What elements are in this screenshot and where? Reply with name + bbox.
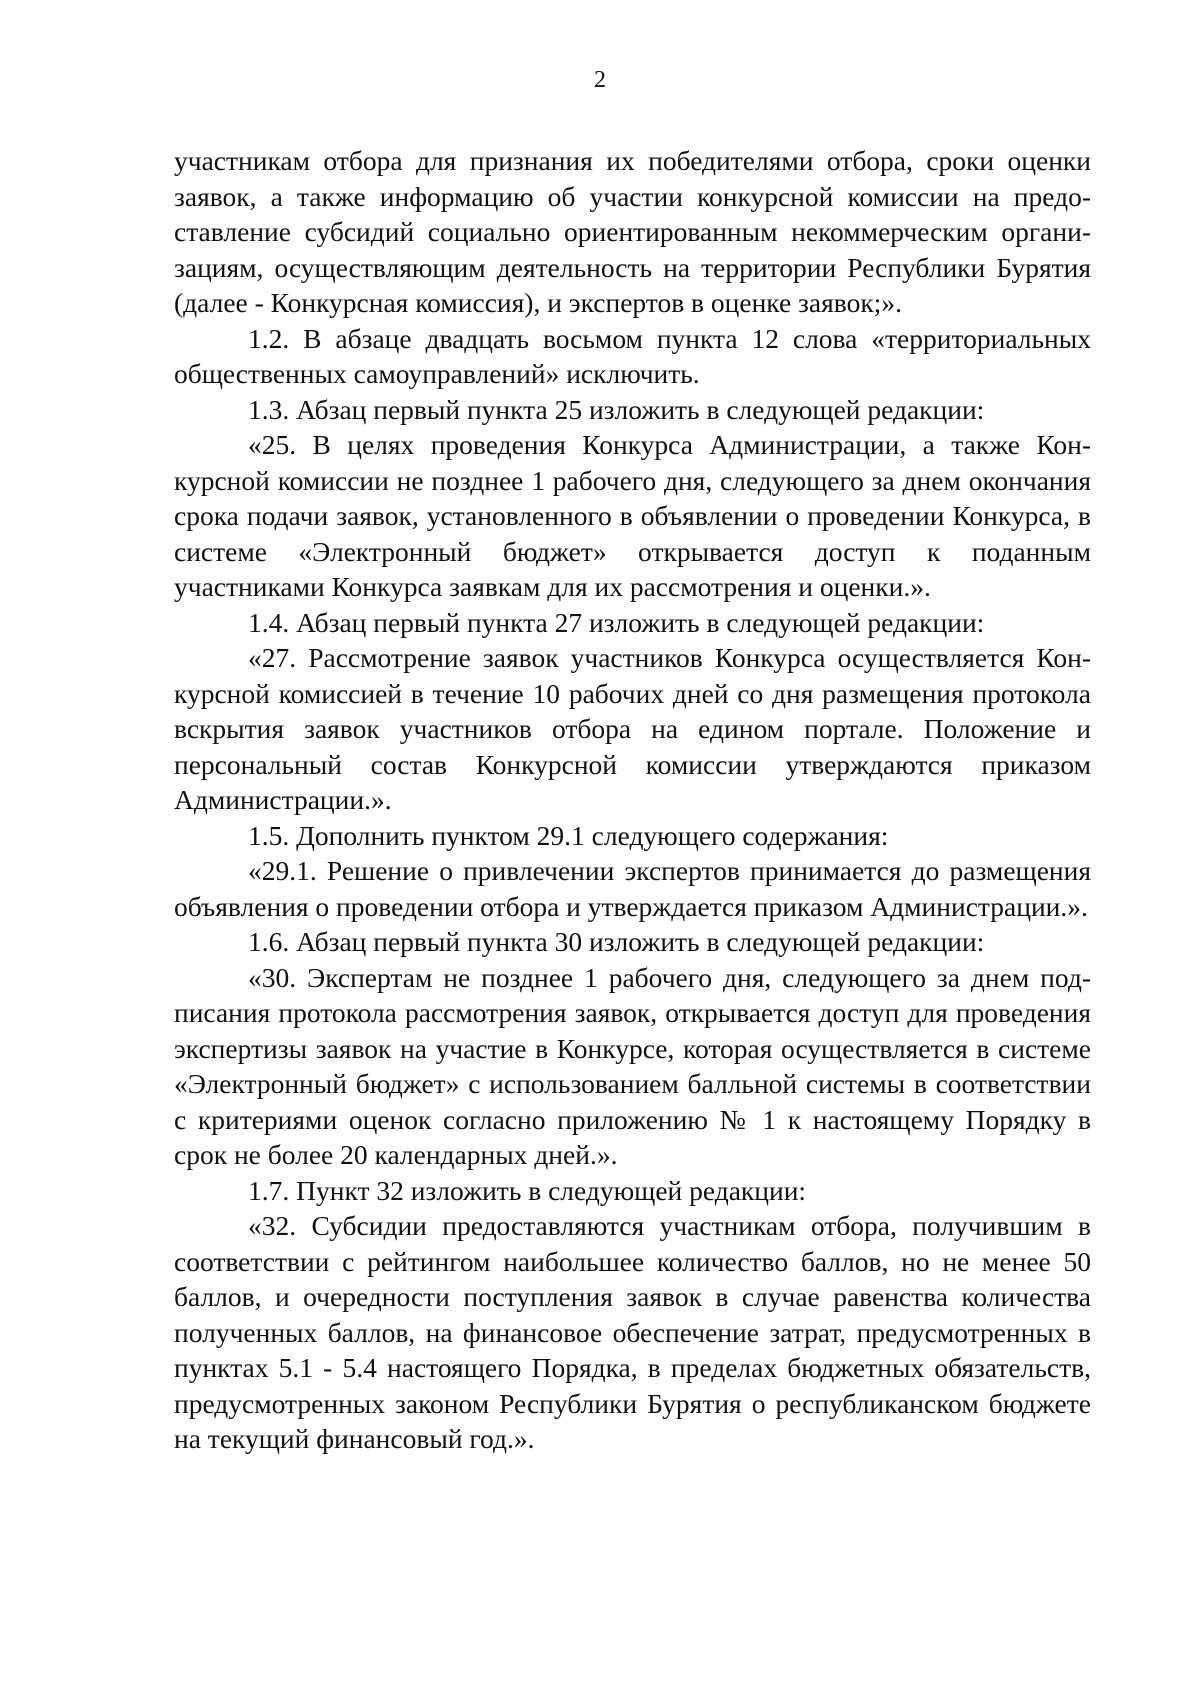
paragraph-quote-25: «25. В целях проведения Конкурса Администрации, а также Конкурсной комиссии не позднее 1 рабочего дня, следующего за днем окончания срока подачи заявок, установленного в объявлении о проведении Конкурса, в системе «Электронный бюджет» открывается доступ к поданным участниками Конкурса заявкам для их рассмотрения и оценки.».: [174, 429, 1091, 602]
document-body: [174, 143, 1091, 1457]
paragraph-quote-29-1: «29.1. Решение о привлечении экспертов принимается до размещения объявления о проведении отбора и утверждается приказом Администрации.».: [174, 855, 1091, 922]
page-number: 2: [594, 67, 606, 93]
paragraph-item-1-6: 1.6. Абзац первый пункта 30 изложить в следующей редакции:: [248, 926, 985, 957]
paragraph-item-1-3: 1.3. Абзац первый пункта 25 изложить в следующей редакции:: [248, 393, 985, 425]
paragraph-item-1-7: 1.7. Пункт 32 изложить в следующей редакции:: [248, 1174, 807, 1206]
paragraph-quote-30: «30. Экспертам не позднее 1 рабочего дня, следующего за днем подписания протокола рассмотрения заявок, открывается доступ для проведения экспертизы заявок на участие в Конкурсе, которая осуществляется в системе «Электронный бюджет» с использованием балльной системы в соответствии с критериями оценок согласно приложению № 1 к настоящему Порядку в срок не более 20 календарных дней.».: [174, 961, 1091, 1170]
paragraph-quote-32: «32. Субсидии предоставляются участникам отбора, получившим в соответствии с рейтингом наибольшее количество баллов, но не менее 50 баллов, и очередности поступления заявок в случае равенства количества полученных баллов, на финансовое обеспечение затрат, предусмотренных в пунктах 5.1 - 5.4 настоящего Порядка, в пределах бюджетных обязательств, предусмотренных законом Республики Бурятия о республиканском бюджете на текущий финансовый год.».: [174, 1210, 1091, 1454]
paragraph-continuation: участникам отбора для признания их победителями отбора, сроки оценки заявок, а также информацию об участии конкурсной комиссии на предоставление субсидий социально ориентированным некоммерческим организациям, осуществляющим деятельность на территории Республики Бурятия (далее - Конкурсная комиссия), и экспертов в оценке заявок;».: [174, 145, 1091, 318]
paragraph-item-1-5: 1.5. Дополнить пунктом 29.1 следующего содержания:: [248, 819, 889, 851]
paragraph-item-1-2: 1.2. В абзаце двадцать восьмом пункта 12 слова «территориальных общественных самоуправлений» исключить.: [174, 322, 1091, 389]
paragraph-item-1-4: 1.4. Абзац первый пункта 27 изложить в следующей редакции:: [248, 606, 985, 638]
paragraph-quote-27: «27. Рассмотрение заявок участников Конкурса осуществляется Конкурсной комиссией в течение 10 рабочих дней со дня размещения протокола вскрытия заявок участников отбора на едином портале. Положение и персональный состав Конкурсной комиссии утверждаются приказом Администрации.».: [174, 642, 1091, 815]
